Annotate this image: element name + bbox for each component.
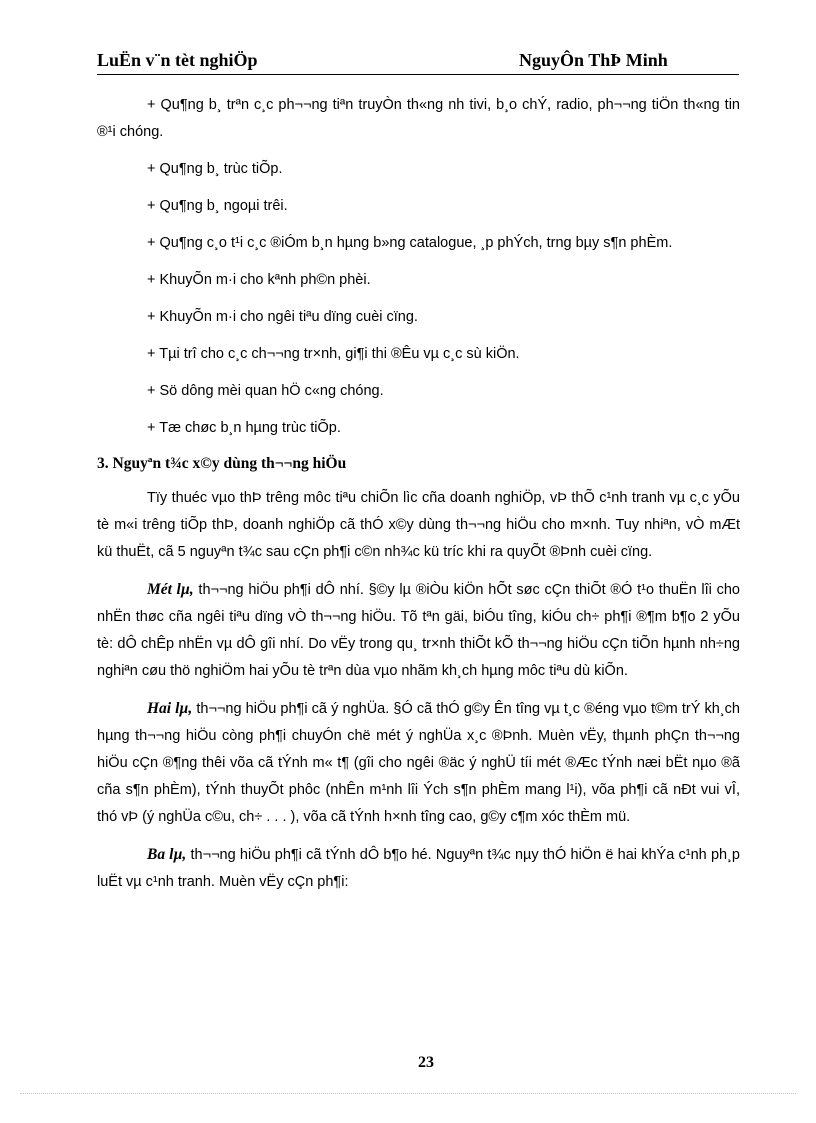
bullet-item: + Qu¶ng b¸ ngoµi trêi. (147, 198, 288, 214)
body-text (97, 92, 740, 906)
bullet-item: + Tæ chøc b¸n hµng trùc tiÕp. (147, 420, 341, 436)
bullet-item: + Qu¶ng c¸o t¹i c¸c ®iÓm b¸n hµng b»ng catalogue, ¸p phÝch, trng bµy s¶n phÈm. (147, 235, 673, 251)
paragraph-lead: Mét lµ, (147, 581, 194, 598)
bullet-item: + Tµi trî cho c¸c ch¬¬ng tr×nh, gi¶i thi ®Êu vµ c¸c sù kiÖn. (147, 346, 520, 362)
section-heading: 3. Nguyªn t¾c x©y dùng th¬¬ng hiÖu (97, 455, 347, 472)
paragraph-text: Tïy thuéc vµo thÞ trêng môc tiªu chiÕn lìc cña doanh nghiÖp, vÞ thÕ c¹nh tranh vµ c¸c yÕu tè m«i trêng tiÕp thÞ, doanh nghiÖp cã thÓ x©y dùng th¬¬ng hiÖu cho m×nh. Tuy nhiªn, vÒ mÆt kü thuËt, cã 5 nguyªn t¾c sau cÇn ph¶i c©n nh¾c kü tríc khi ra quyÕt ®Þnh cuèi cïng. (97, 490, 740, 560)
bullet-item: + Qu¶ng b¸ trùc tiÕp. (147, 161, 283, 177)
bullet-item: + Qu¶ng b¸ trªn c¸c ph¬¬ng tiªn truyÒn th«ng nh tivi, b¸o chÝ, radio, ph¬¬ng tiÖn th«ng tin ®¹i chóng. (97, 97, 740, 140)
bullet-item: + KhuyÕn m·i cho ngêi tiªu dïng cuèi cïng. (147, 309, 418, 325)
paragraph-text: th¬¬ng hiÖu ph¶i dÔ nhí. §©y lµ ®iÒu kiÖn hÕt søc cÇn thiÕt ®Ó t¹o thuËn lîi cho nhËn thøc cña ngêi tiªu dïng vÒ th¬¬ng hiÖu. Tõ tªn gäi, biÓu tîng, kiÓu ch÷ ph¶i ®¶m b¶o 2 yÕu tè: dÔ chÊp nhËn vµ dÔ gîi nhí. Do vËy trong qu¸ tr×nh thiÕt kÕ th¬¬ng hiÖu cÇn tiÕn hµnh nh÷ng nghiªn cøu thö nghiÖm hai yÕu tè trªn dùa vµo nhãm kh¸ch hµng môc tiªu dù kiÕn. (97, 582, 740, 679)
paragraph-principle-3 (97, 841, 740, 896)
paragraph-principle-2 (97, 695, 740, 831)
bullet-item: + Sö dông mèi quan hÖ c«ng chóng. (147, 383, 384, 399)
paragraph-intro (97, 485, 740, 566)
page-bottom-divider (20, 1093, 796, 1094)
paragraph-lead: Hai lµ, (147, 700, 193, 717)
paragraph-text: th¬¬ng hiÖu ph¶i cã tÝnh dÔ b¶o hé. Nguyªn t¾c nµy thÓ hiÖn ë hai khÝa c¹nh ph¸p luËt vµ c¹nh tranh. Muèn vËy cÇn ph¶i: (97, 847, 740, 890)
paragraph-principle-1 (97, 576, 740, 685)
paragraph-lead: Ba lµ, (147, 846, 187, 863)
header-thesis-title: LuËn v¨n tèt nghiÖp (97, 50, 258, 70)
page-number: 23 (418, 1054, 434, 1071)
page-header (97, 48, 739, 75)
bullet-item: + KhuyÕn m·i cho kªnh ph©n phèi. (147, 272, 371, 288)
header-author-name: NguyÔn ThÞ Minh (519, 50, 668, 70)
paragraph-text: th¬¬ng hiÖu ph¶i cã ý nghÜa. §Ó cã thÓ g©y Ên tîng vµ t¸c ®éng vµo t©m trÝ kh¸ch hµng th¬¬ng hiÖu còng ph¶i chuyÓn chë mét ý nghÜa x¸c ®Þnh. Muèn vËy, thµnh phÇn th¬¬ng hiÖu cÇn ®¶ng thêi võa cã tÝnh m« t¶ (gîi cho ngêi ®äc ý nghÜ tíi mét ®Æc tÝnh næi bËt nµo ®ã cña s¶n phÈm), tÝnh thuyÕt phôc (nhÊn m¹nh lîi Ých s¶n phÈm mang l¹i), võa ph¶i cã nÐt vui vÎ, thó vÞ (ý nghÜa c©u, ch÷ . . . ), võa cã tÝnh h×nh tîng cao, g©y c¶m xóc thÈm mü. (97, 701, 740, 825)
